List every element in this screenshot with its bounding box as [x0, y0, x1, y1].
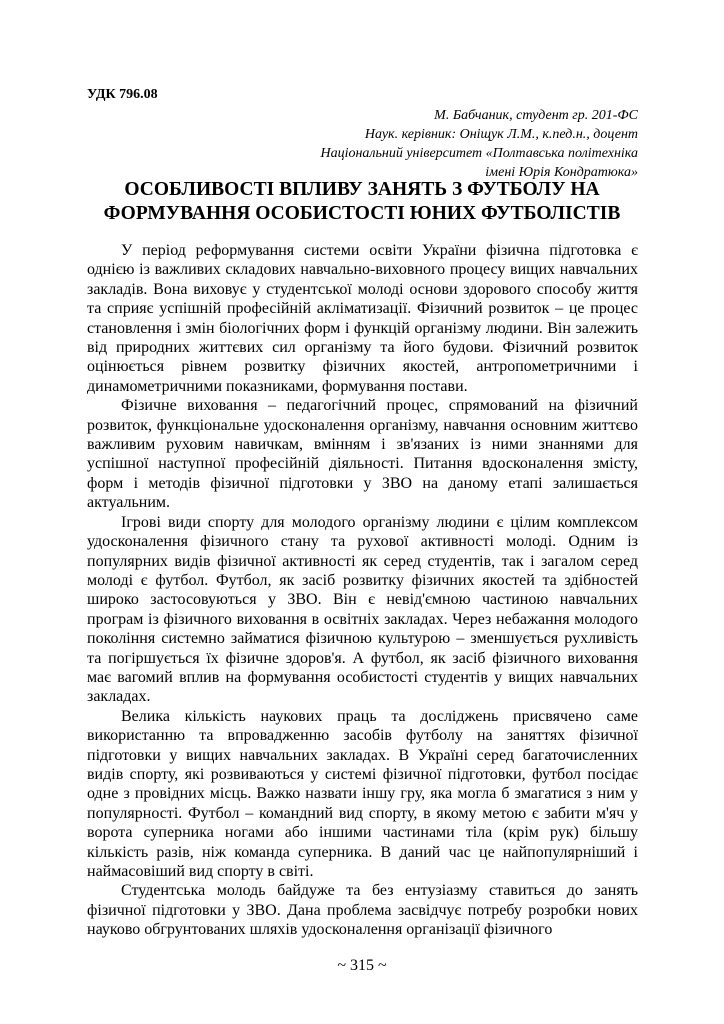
paragraph: Ігрові види спорту для молодого організму людини є цілим комплексом удосконалення фізичного стану та рухової активності молоді. Одним із популярних видів фізичної активності як серед студентів, так і загалом серед молоді є футбол. Футбол, як засіб розвитку фізичних якостей та здібностей широко застосовуються у ЗВО. Він є невід'ємною частиною навчальних програм із фізичного виховання в освітніх закладах. Через небажання молодого покоління системно займатися фізичною культурою – зменшується рухливість та погіршується їх фізичне здоров'я. А футбол, як засіб фізичного виховання має вагомий вплив на формування особистості студентів у вищих навчальних закладах. — [87, 513, 638, 706]
paragraph: Велика кількість наукових праць та досліджень присвячено саме використанню та впровадженню засобів футболу на заняттях фізичної підготовки у вищих навчальних закладах. В Україні серед багаточисленних видів спорту, які розвиваються у системі фізичної підготовки, футбол посідає одне з провідних місць. Важко назвати іншу гру, яка могла б змагатися з ним у популярності. Футбол – командний вид спорту, в якому метою є забити м'яч у ворота суперника ногами або іншими частинами тіла (крім рук) більшу кількість разів, ніж команда суперника. В даний час це найпопулярніший і наймасовіший вид спорту в світі. — [87, 707, 638, 880]
paper-title — [87, 178, 637, 226]
body-text — [87, 241, 638, 940]
supervisor-line: Наук. керівник: Оніщук Л.М., к.пед.н., доцент — [364, 127, 638, 142]
author-block — [320, 106, 638, 182]
paragraph: У період реформування системи освіти України фізична підготовка є однією із важливих складових навчально-виховного процесу вищих навчальних закладів. Вона виховує у студентської молоді основи здорового способу життя та сприяє успішній професійній акліматизації. Фізичний розвиток – це процес становлення і змін біологічних форм і функцій організму людини. Він залежить від природних життєвих сил організму та його будови. Фізичний розвиток оцінюється рівнем розвитку фізичних якостей, антропометричними і динамометричними показниками, формування постави. — [87, 242, 638, 395]
institution-line: Національний університет «Полтавська політехніка — [320, 146, 638, 161]
paper-title-line: ОСОБЛИВОСТІ ВПЛИВУ ЗАНЯТЬ З ФУТБОЛУ НА — [124, 179, 600, 200]
paragraph: Студентська молодь байдуже та без ентузіазму ставиться до занять фізичної підготовки у ЗВО. Дана проблема засвідчує потребу розробки нових науково обгрунтованих шляхів удосконалення організації фізичного — [87, 882, 638, 939]
author-line: М. Бабчаник, студент гр. 201-ФС — [434, 108, 638, 123]
udk-code: УДК 796.08 — [87, 87, 158, 102]
institution-line: імені Юрія Кондратюка» — [485, 165, 638, 180]
page-number: ~ 315 ~ — [337, 957, 387, 974]
paragraph: Фізичне виховання – педагогічний процес, спрямований на фізичний розвиток, функціональне удосконалення організму, навчання основним життєво важливим руховим навичкам, вмінням і зв'язаних із ними знаннями для успішної наступної професійній діяльності. Питання вдосконалення змісту, форм і методів фізичної підготовки у ЗВО на даному етапі залишається актуальним. — [87, 397, 638, 512]
paper-title-line: ФОРМУВАННЯ ОСОБИСТОСТІ ЮНИХ ФУТБОЛІСТІВ — [103, 203, 621, 224]
